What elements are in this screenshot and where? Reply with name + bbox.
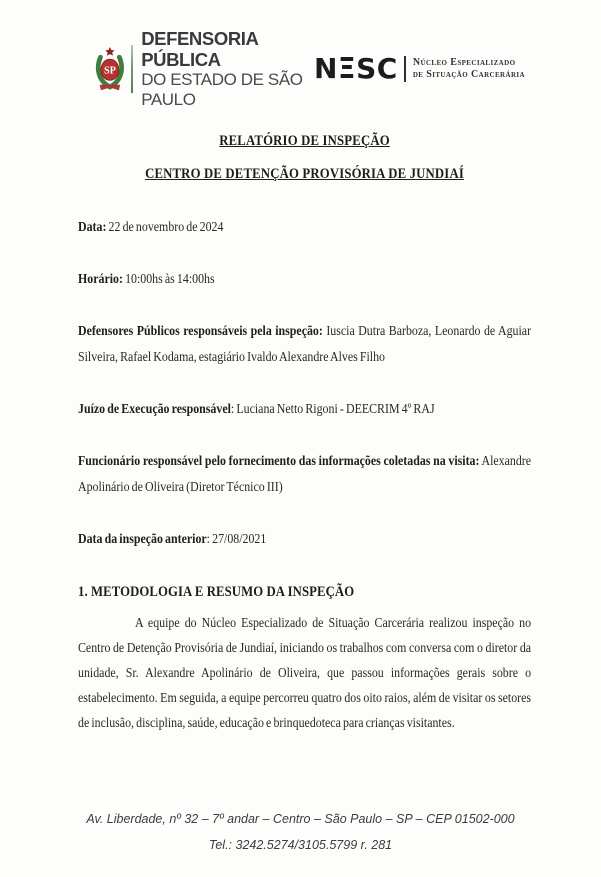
field-label: Data da inspeção anterior — [78, 532, 207, 547]
defensoria-name-line1: DEFENSORIA PÚBLICA — [141, 28, 258, 70]
field-label: Juízo de Execução responsável — [78, 402, 231, 417]
field-defensores — [78, 319, 531, 371]
field-value: 22 de novembro de 2024 — [106, 220, 224, 235]
nesc-dept-line1: Núcleo Especializado — [412, 57, 516, 68]
field-label: Funcionário responsável pelo fornecimento das informações coletadas na visita: — [78, 454, 480, 469]
field-value: Alexandre Apolinário de Oliveira (Diretor Técnico III) — [78, 454, 532, 495]
field-funcionario — [78, 449, 531, 501]
defensoria-name-line2: DO ESTADO DE SÃO PAULO — [141, 70, 303, 109]
field-label: Data: — [78, 220, 107, 235]
field-data — [78, 215, 531, 241]
svg-text:SP: SP — [103, 65, 116, 77]
nesc-logo-mark: NΞSC — [314, 52, 398, 85]
field-data-anterior — [78, 527, 531, 553]
field-value: 10:00hs às 14:00hs — [122, 272, 215, 287]
footer-address: Av. Liberdade, nº 32 – 7º andar – Centro – São Paulo – SP – CEP 01502-000 — [86, 812, 515, 826]
field-value: : 27/08/2021 — [206, 532, 267, 547]
field-label: Defensores Públicos responsáveis pela inspeção: — [78, 324, 323, 339]
page-footer — [0, 806, 601, 858]
field-value: Iuscia Dutra Barboza, Leonardo de Aguiar Silveira, Rafael Kodama, estagiário Ivaldo Alexandre Alves Filho — [78, 324, 532, 365]
field-horario — [78, 267, 531, 293]
nesc-dept-line2: de Situação Carcerária — [412, 69, 525, 80]
section-paragraph: A equipe do Núcleo Especializado de Situação Carcerária realizou inspeção no Centro de Detenção Provisória de Jundiaí, iniciando os trabalhos com conversa com o diretor da unidade, Sr. Alexandre Apolinário de Oliveira, que passou informações gerais sobre o estabelecimento. Em seguida, a equipe percorreu quatro dos oito raios, além de visitar os setores de inclusão, disciplina, saúde, educação e brinquedoteca para crianças visitantes. — [78, 616, 532, 731]
report-title: RELATÓRIO DE INSPEÇÃO — [219, 133, 390, 149]
report-body — [78, 0, 531, 736]
section-heading: 1. METODOLOGIA E RESUMO DA INSPEÇÃO — [78, 584, 355, 600]
footer-phone: Tel.: 3242.5274/3105.5799 r. 281 — [208, 838, 393, 852]
field-value: : Luciana Netto Rigoni - DEECRIM 4º RAJ — [230, 402, 435, 417]
field-juizo — [78, 397, 531, 423]
facility-title: CENTRO DE DETENÇÃO PROVISÓRIA DE JUNDIAÍ — [145, 166, 464, 182]
field-label: Horário: — [78, 272, 123, 287]
